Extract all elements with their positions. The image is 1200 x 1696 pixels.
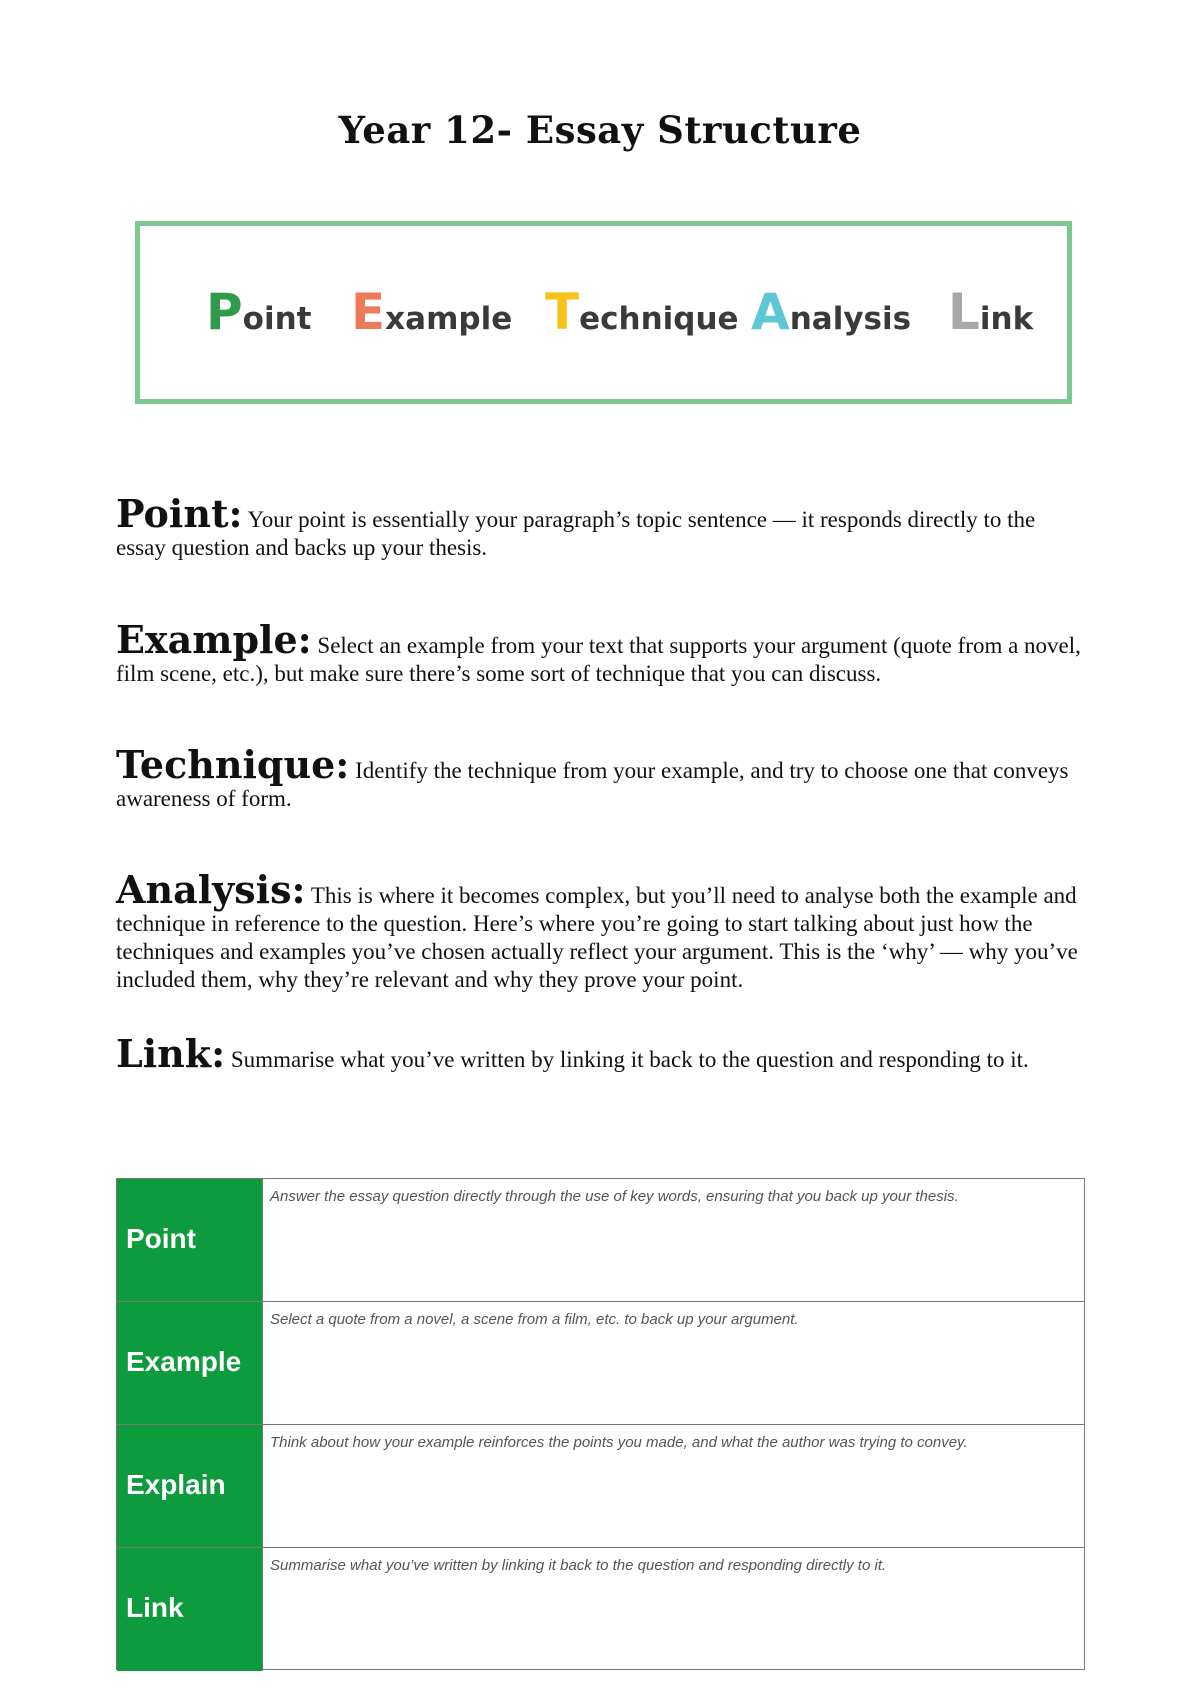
section-point — [116, 491, 1086, 562]
row-label: Example — [117, 1302, 262, 1424]
peel-table — [116, 1178, 1085, 1670]
peta-rest: ink — [979, 301, 1034, 337]
peta-word-technique — [545, 282, 739, 349]
row-hint[interactable]: Summarise what you’ve written by linking it back to the question and responding directly to it. — [262, 1548, 1084, 1671]
section-heading: Example: — [116, 617, 312, 662]
peta-word-analysis — [751, 282, 911, 349]
section-example — [116, 617, 1086, 688]
row-label: Point — [117, 1179, 262, 1301]
section-body: Summarise what you’ve written by linking it back to the question and responding to it. — [230, 1047, 1029, 1072]
peta-initial: A — [751, 283, 790, 341]
section-heading: Link: — [116, 1031, 226, 1076]
section-analysis — [116, 867, 1086, 994]
peta-initial: E — [351, 283, 386, 341]
section-body: Your point is essentially your paragraph’s topic sentence — it responds directly to the essay question and backs up your thesis. — [116, 507, 1036, 560]
peta-banner — [135, 221, 1072, 404]
section-technique — [116, 742, 1086, 813]
table-row — [117, 1179, 1084, 1302]
section-body: Select an example from your text that supports your argument (quote from a novel, film scene, etc.), but make sure there’s some sort of technique that you can discuss. — [116, 633, 1081, 686]
section-heading: Point: — [116, 491, 243, 536]
section-link — [116, 1031, 1086, 1076]
peta-word-point — [206, 282, 311, 349]
row-label: Explain — [117, 1425, 262, 1547]
table-row — [117, 1425, 1084, 1548]
row-label: Link — [117, 1548, 262, 1671]
table-row — [117, 1302, 1084, 1425]
section-heading: Analysis: — [116, 867, 306, 912]
page-title: Year 12- Essay Structure — [338, 108, 862, 152]
peta-rest: echnique — [579, 301, 739, 337]
table-row — [117, 1548, 1084, 1671]
peta-initial: L — [948, 283, 980, 341]
peta-rest: nalysis — [789, 301, 912, 337]
peta-word-row — [140, 282, 1067, 342]
row-hint[interactable]: Think about how your example reinforces the points you made, and what the author was trying to convey. — [262, 1425, 1084, 1547]
peta-rest: oint — [242, 301, 312, 337]
peta-word-link — [948, 282, 1033, 349]
peta-initial: P — [206, 283, 243, 341]
peta-initial: T — [545, 283, 580, 341]
section-heading: Technique: — [116, 742, 350, 787]
section-body: Identify the technique from your example, and try to choose one that conveys awareness of form. — [116, 758, 1069, 811]
row-hint[interactable]: Select a quote from a novel, a scene from a film, etc. to back up your argument. — [262, 1302, 1084, 1424]
section-body: This is where it becomes complex, but you’ll need to analyse both the example and technique in reference to the question. Here’s where you’re going to start talking about just how the techniques and examples you’ve chosen actually reflect your argument. This is the ‘why’ — why you’ve included them, why they’re relevant and why they prove your point. — [116, 883, 1078, 992]
peta-rest: xample — [385, 301, 513, 337]
peta-word-example — [351, 282, 512, 349]
row-hint[interactable]: Answer the essay question directly through the use of key words, ensuring that you back up your thesis. — [262, 1179, 1084, 1301]
